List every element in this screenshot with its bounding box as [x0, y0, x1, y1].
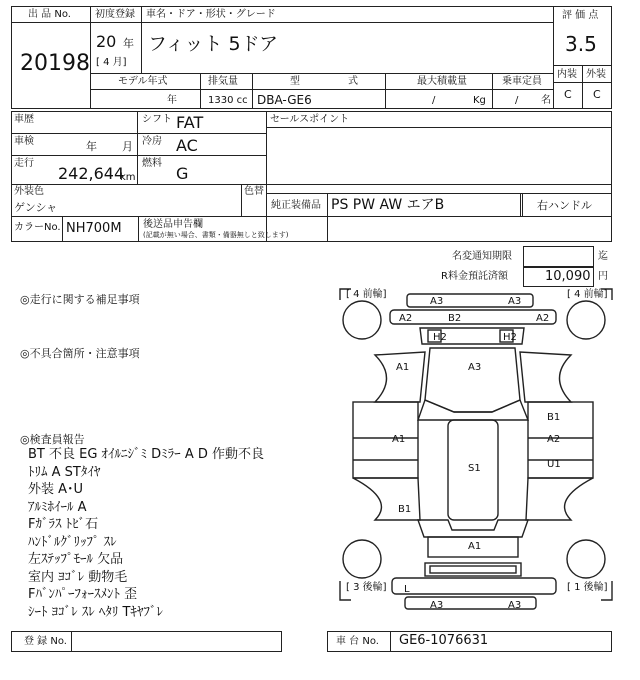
corner-front-right: [ 4 前輪] — [567, 289, 608, 300]
aircon-value: AC — [176, 136, 198, 155]
chassis-number-label: 車 台 No. — [336, 636, 379, 647]
color-number-label: カラーNo. — [14, 222, 61, 233]
recycle-fee-label: R料金預託済額 — [441, 271, 508, 282]
exterior-color-label: 外装色 — [14, 186, 44, 197]
name-change-label: 名変通知期限 — [452, 251, 512, 262]
fuel-value: G — [176, 164, 189, 183]
report-line: 左ｽﾃｯﾌﾟﾓｰﾙ 欠品 — [28, 552, 124, 567]
name-change-unit: 迄 — [598, 251, 608, 262]
report-line: Fﾊﾞﾝﾊﾟｰﾌｫｰｽﾒﾝﾄ 歪 — [28, 587, 138, 602]
front-right-tire — [567, 301, 605, 339]
car-name-label: 車名・ドア・形状・グレード — [146, 9, 276, 20]
report-line: ﾄﾘﾑ A STﾀｲﾔ — [28, 464, 101, 480]
mark-front-bumper-left: A2 — [399, 313, 413, 324]
interior-grade: C — [564, 88, 572, 101]
mark-front-bumper-right: A2 — [536, 313, 550, 324]
mark-rear-gate: A1 — [468, 541, 482, 552]
rear-right-tire — [567, 540, 605, 578]
mark-front-bumper-center: B2 — [448, 313, 462, 324]
front-left-tire — [343, 301, 381, 339]
corner-front-left: [ 4 前輪] — [346, 289, 387, 300]
year-unit: 年 — [123, 37, 134, 50]
inspection-label: 車検 — [14, 136, 34, 147]
max-load-unit: Kg — [473, 95, 486, 106]
corner-rear-right: [ 1 後輪] — [567, 582, 608, 593]
max-load-separator: / — [432, 95, 436, 106]
rating-score: 3.5 — [565, 32, 597, 56]
mark-right-front-door-b1: B1 — [547, 412, 561, 423]
model-type-value: DBA-GE6 — [257, 93, 312, 107]
equipment-value: PS PW AW エアB — [331, 197, 445, 213]
mark-roof: S1 — [468, 463, 481, 474]
report-line: 室内 ﾖｺﾞﾚ 動物毛 — [28, 569, 128, 585]
capacity-separator: / — [515, 95, 519, 106]
lot-number-label: 出 品 No. — [28, 9, 71, 20]
capacity-unit: 名 — [541, 95, 551, 106]
corner-rear-left: [ 3 後輪] — [346, 582, 387, 593]
model-type-label: 型 — [290, 76, 300, 87]
model-type-label-2: 式 — [348, 76, 358, 87]
registration-number-label: 登 録 No. — [24, 636, 67, 647]
defect-notes-title: ◎不具合箇所・注意事項 — [20, 347, 140, 360]
mileage-value: 242,644 — [58, 164, 125, 183]
mark-hood: A3 — [468, 362, 482, 373]
mark-left-rear-quarter: B1 — [398, 504, 412, 515]
first-registration-label: 初度登録 — [95, 9, 135, 20]
mileage-label: 走行 — [14, 158, 34, 169]
report-line: ﾊﾝﾄﾞﾙｸﾞﾘｯﾌﾟ ｽﾚ — [28, 534, 117, 550]
color-number-value: NH700M — [66, 221, 122, 236]
report-line: ｱﾙﾐﾎｲｰﾙ A — [28, 499, 87, 515]
mark-rear-bumper-right: A3 — [508, 600, 522, 611]
repaint-label: 色替 — [244, 186, 264, 197]
mark-front-bumper-top-right: A3 — [508, 296, 522, 307]
mark-right-front-door-a2: A2 — [547, 434, 561, 445]
aftermarket-note: (記載が無い場合、書類・備器無しと致します) — [143, 231, 289, 239]
recycle-fee-amount: 10,090 — [545, 269, 591, 284]
mark-left-front-door: A1 — [392, 434, 406, 445]
displacement-label: 排気量 — [208, 76, 238, 87]
running-notes-title: ◎走行に関する補足事項 — [20, 293, 140, 306]
recycle-fee-unit: 円 — [598, 271, 608, 282]
car-name: フィット 5ドア — [148, 33, 279, 55]
aircon-label: 冷房 — [142, 136, 162, 147]
inspector-report-title: ◎検査員報告 — [20, 433, 85, 446]
max-load-label: 最大積載量 — [417, 76, 467, 87]
steering-value: 右ハンドル — [537, 199, 592, 212]
report-line: Fｶﾞﾗｽ ﾄﾋﾞ石 — [28, 517, 99, 532]
interior-label: 内装 — [557, 69, 577, 80]
first-registration-year: 20 — [96, 32, 117, 51]
exterior-grade: C — [593, 88, 601, 101]
rear-left-tire — [343, 540, 381, 578]
report-line: 外装 A･U — [28, 482, 84, 497]
exterior-label: 外装 — [586, 69, 606, 80]
shift-label: シフト — [142, 114, 172, 125]
fuel-label: 燃料 — [142, 158, 162, 169]
mileage-unit: km — [120, 172, 136, 183]
inspection-year-unit: 年 — [86, 140, 97, 153]
history-label: 車歴 — [14, 114, 34, 125]
capacity-label: 乗車定員 — [502, 76, 542, 87]
mark-rear-bumper-left: A3 — [430, 600, 444, 611]
sales-points-label: セールスポイント — [270, 114, 350, 125]
displacement-value: 1330 cc — [208, 95, 248, 106]
inspection-month-unit: 月 — [122, 140, 133, 153]
exterior-color-value: ゲンシャ — [14, 201, 58, 214]
mark-headlight-right: H2 — [503, 332, 517, 343]
rating-label: 評 価 点 — [562, 10, 599, 21]
chassis-number: GE6-1076631 — [399, 633, 489, 648]
aftermarket-label: 後送品申告欄 — [143, 219, 203, 230]
report-line: ｼｰﾄ ﾖｺﾞﾚ ｽﾚ ﾍﾀﾘ Tｷﾔﾌﾞﾚ — [28, 604, 163, 620]
mark-right-rear-door: U1 — [547, 459, 561, 470]
shift-value: FAT — [176, 113, 204, 132]
first-registration-month: [ 4 月] — [96, 57, 127, 68]
lot-number: 20198 — [20, 51, 90, 76]
equipment-label: 純正装備品 — [271, 200, 321, 211]
report-line: BT 不良 EG ｵｲﾙﾆｼﾞﾐ Dﾐﾗｰ A D 作動不良 — [28, 447, 264, 462]
model-year-unit: 年 — [167, 95, 177, 106]
mark-front-bumper-top-left: A3 — [430, 296, 444, 307]
mark-left-fender: A1 — [396, 362, 410, 373]
model-year-label: モデル年式 — [118, 76, 168, 87]
mark-headlight-left: H2 — [433, 332, 447, 343]
mark-rear-lamp: L — [404, 584, 410, 595]
